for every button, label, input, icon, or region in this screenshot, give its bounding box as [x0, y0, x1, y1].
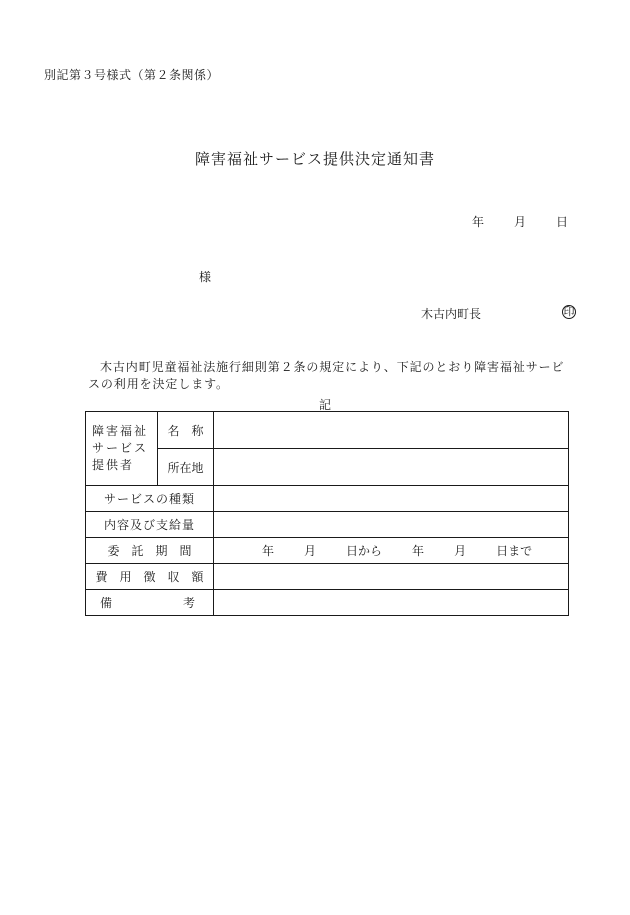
table-row	[86, 412, 569, 449]
date-year-label: 年	[472, 215, 485, 229]
table-row	[86, 538, 569, 564]
service-type-value-cell	[214, 486, 569, 512]
provider-label-cell	[86, 412, 158, 486]
period-label: 委 託 期 間	[86, 538, 214, 564]
period-value-cell	[214, 538, 569, 564]
detail-table	[85, 411, 569, 616]
period-day-from: 日から	[346, 544, 383, 558]
name-value-cell	[214, 412, 569, 449]
date-day-label: 日	[556, 215, 569, 229]
issuer-name: 木古内町長	[421, 307, 482, 321]
service-type-label: サービスの種類	[86, 486, 214, 512]
period-month-from: 月	[304, 544, 317, 558]
ki-heading: 記	[318, 398, 331, 412]
period-year-from: 年	[262, 544, 275, 558]
date-line	[472, 213, 568, 230]
table-row	[86, 590, 569, 616]
content-value-cell	[214, 512, 569, 538]
remarks-label-cell	[86, 590, 214, 616]
provider-label-line: サービス	[92, 441, 149, 455]
seal-mark: 印	[563, 305, 575, 318]
location-value-cell	[214, 449, 569, 486]
period-year-to: 年	[412, 544, 425, 558]
provider-label-line: 提供者	[92, 458, 135, 472]
period-day-to: 日まで	[496, 544, 533, 558]
body-text: 木古内町児童福祉法施行細則第２条の規定により、下記のとおり障害福祉サービスの利用を決定します。	[88, 360, 565, 391]
date-month-label: 月	[514, 215, 527, 229]
remarks-value-cell	[214, 590, 569, 616]
location-label: 所在地	[158, 449, 214, 486]
table-row	[86, 486, 569, 512]
addressee-suffix: 様	[199, 270, 212, 284]
table-row	[86, 564, 569, 590]
table-row	[86, 512, 569, 538]
provider-label-line: 障害福祉	[92, 424, 149, 438]
remarks-label-part: 考	[182, 596, 195, 610]
form-number: 別記第３号様式（第２条関係）	[44, 68, 220, 82]
fee-value-cell	[214, 564, 569, 590]
period-month-to: 月	[454, 544, 467, 558]
table-row	[86, 449, 569, 486]
content-label: 内容及び支給量	[86, 512, 214, 538]
document-title: 障害福祉サービス提供決定通知書	[194, 150, 435, 168]
remarks-label-part: 備	[100, 596, 113, 610]
fee-label: 費 用 徴 収 額	[86, 564, 214, 590]
name-label: 名 称	[158, 412, 214, 449]
